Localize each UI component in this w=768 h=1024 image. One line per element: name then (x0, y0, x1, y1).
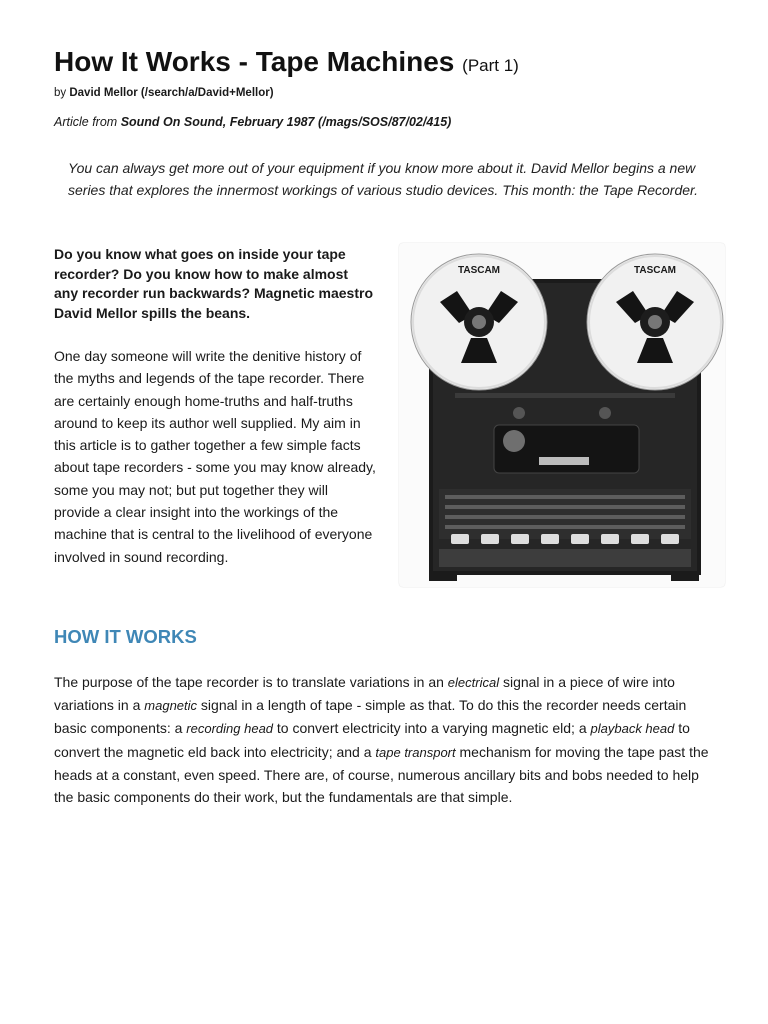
para-text-3: signal in a length of tape - simple as that. To do this the recorder needs certain basic components: a (54, 697, 687, 737)
para-emphasis-2: magnetic (144, 698, 198, 714)
tape-machine-photo (399, 243, 725, 587)
title-text: How It Works - Tape Machines (54, 46, 455, 77)
source-link[interactable]: Sound On Sound, February 1987 (/mags/SOS/87/02/415) (120, 115, 452, 129)
article-source (54, 113, 726, 131)
intro-text (54, 245, 376, 568)
intro-lead: Do you know what goes on inside your tape recorder? Do you know how to make almost any recorder run backwards? Magnetic maestro David Mellor spills the beans. (54, 246, 373, 321)
right-reel (587, 254, 723, 390)
para-emphasis-1: electrical (447, 675, 500, 690)
page-title (54, 44, 726, 84)
left-reel-label: TASCAM (457, 265, 501, 276)
title-part: (Part 1) (462, 56, 519, 75)
para-text-2: signal in a piece of wire into variations in a (54, 674, 675, 714)
intro-body: One day someone will write the denitive history of the myths and legends of the tape recorder. There are certainly enough home-truths and half-truths around to keep its author well supplied. My aim in this article is to gather together a few simple facts about tape recorders - some you may know already, some you may not; but put together they will provide a clear insight into the workings of the machine that is central to the livelihood of everyone involved in sound recording. (54, 348, 376, 565)
para-text-6: mechanism for moving the tape past the heads at a constant, even speed. There are, of course, numerous ancillary bits and bobs needed to help the basic components do their work, but the fundamentals are that simple. (54, 743, 709, 806)
para-text-4: to convert electricity into a varying magnetic eld; a (273, 720, 591, 737)
para-emphasis-4: playback head (590, 721, 675, 737)
article (54, 44, 726, 808)
para-emphasis-3: recording head (186, 721, 274, 737)
left-reel (411, 254, 547, 390)
right-reel-label: TASCAM (633, 265, 677, 276)
body-paragraph (54, 671, 714, 808)
intro-section (54, 245, 726, 595)
author-link[interactable]: David Mellor (/search/a/David+Mellor) (69, 87, 274, 99)
byline-prefix: by (54, 87, 70, 99)
tape-machine-illustration (399, 243, 725, 587)
para-text-5: to convert the magnetic eld back into electricity; and a (54, 720, 690, 760)
byline (54, 85, 726, 101)
para-text-1: The purpose of the tape recorder is to translate variations in an (54, 674, 448, 690)
para-emphasis-5: tape transport (375, 744, 456, 760)
standfirst: You can always get more out of your equipment if you know more about it. David Mellor begins a new series that explores the innermost workings of various studio devices. This month: the Tape Recorder. (68, 160, 699, 198)
section-heading: HOW IT WORKS (54, 626, 197, 647)
source-prefix: Article from (54, 115, 121, 129)
